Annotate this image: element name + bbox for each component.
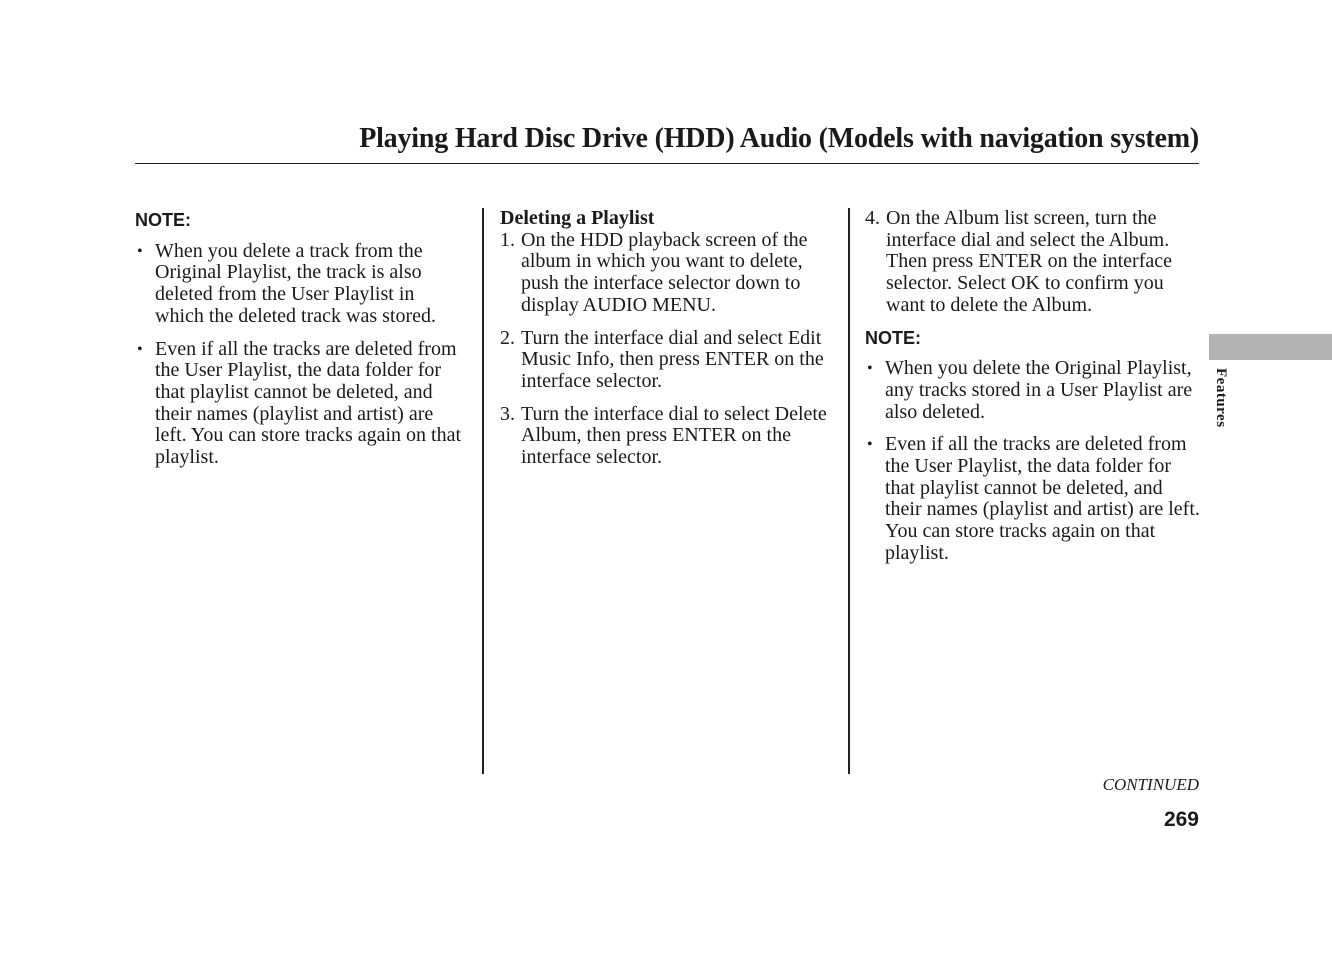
page-title: Playing Hard Disc Drive (HDD) Audio (Models with navigation system) bbox=[359, 123, 1199, 154]
step-number: 1. bbox=[500, 228, 515, 251]
column-divider bbox=[482, 208, 484, 774]
note-label: NOTE: bbox=[135, 210, 191, 230]
step-number: 2. bbox=[500, 326, 515, 349]
step-item bbox=[865, 208, 1200, 317]
step-text: On the Album list screen, turn the interface dial and select the Album. Then press ENTER on the interface selector. Select OK to confirm you want to delete the Album. bbox=[886, 207, 1173, 316]
step-text: Turn the interface dial to select Delete Album, then press ENTER on the interface selector. bbox=[521, 402, 827, 469]
section-tab-label: Features bbox=[1213, 368, 1229, 428]
column-1 bbox=[135, 208, 465, 480]
column-2 bbox=[500, 208, 830, 480]
column-3 bbox=[865, 208, 1200, 576]
step-number: 4. bbox=[865, 207, 880, 229]
step-item bbox=[500, 404, 830, 469]
continued-label: CONTINUED bbox=[1102, 775, 1199, 794]
note-label: NOTE: bbox=[865, 327, 921, 348]
step-text: On the HDD playback screen of the album in which you want to delete, push the interface selector down to display AUDIO MENU. bbox=[521, 228, 808, 316]
section-heading: Deleting a Playlist bbox=[500, 207, 655, 229]
step-item bbox=[500, 230, 830, 317]
step-item bbox=[500, 328, 830, 393]
note-bullet: • Even if all the tracks are deleted from the User Playlist, the data folder for that playlist cannot be deleted, and their names (playlist and artist) are left. You can store tracks again on that playlist. bbox=[135, 339, 465, 469]
step-text: Turn the interface dial and select Edit Music Info, then press ENTER on the interface selector. bbox=[521, 326, 824, 392]
page-number: 269 bbox=[1163, 808, 1199, 831]
step-number: 3. bbox=[500, 402, 515, 425]
note-bullet: • Even if all the tracks are deleted from the User Playlist, the data folder for that playlist cannot be deleted, and their names (playlist and artist) are left. You can store tracks again on that playlist. bbox=[865, 434, 1200, 564]
note-bullet: • When you delete a track from the Original Playlist, the track is also deleted from the User Playlist in which the deleted track was stored. bbox=[135, 241, 465, 328]
header-rule bbox=[135, 163, 1199, 164]
column-divider bbox=[848, 208, 850, 774]
note-bullet: • When you delete the Original Playlist, any tracks stored in a User Playlist are also deleted. bbox=[865, 358, 1200, 423]
section-tab bbox=[1209, 334, 1332, 360]
